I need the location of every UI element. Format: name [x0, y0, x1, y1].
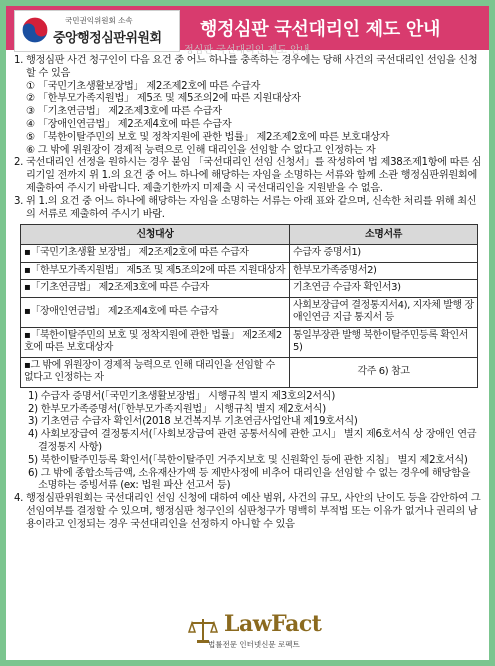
target-cell: ▪「장애인연금법」 제2조제4호에 따른 수급자	[21, 297, 290, 327]
org-logo-box	[14, 10, 180, 52]
section-4: 4. 행정심판위원회는 국선대리인 선임 신청에 대하여 예산 범위, 사건의 규모, 사안의 난이도 등을 감안하여 그 선임여부를 결정할 수 있으며, 행정심판 청구인의 심판청구가 명백히 부적법 또는 이유가 없거나 권리의 남용이라고 인정되는 경우 국선대리인을 선정하지 아니할 수 있음	[14, 493, 481, 530]
footnote: 6) 그 밖에 종합소득금액, 소유재산가액 등 제반사정에 비추어 대리인을 선임할 수 없는 경우에 해당함을 소명하는 증빙서류 (ex: 법원 파산 선고서 등)	[28, 467, 471, 492]
documents-cell: 통일부장관 발행 북한이탈주민등록 확인서5)	[290, 327, 478, 357]
notice-document	[6, 6, 489, 660]
org-name: 중앙행정심판위원회	[53, 31, 162, 46]
footnote: 5) 북한이탈주민등록 확인서(「북한이탈주민 거주지보호 및 신원확인 등에 관한 지침」 별지 제2호서식)	[28, 454, 468, 466]
documents-cell: 기초연금 수급자 확인서3)	[290, 280, 478, 298]
requirement-item: ⑤ 「북한이탈주민의 보호 및 정착지원에 관한 법률」 제2조제2호에 따른 보호대상자	[26, 131, 390, 143]
requirement-item: ② 「한부모가족지원법」 제5조 및 제5조의2에 따른 지원대상자	[26, 93, 301, 105]
table-row	[21, 297, 478, 327]
documents-cell: 각주 6) 참고	[290, 357, 478, 387]
table-row	[21, 280, 478, 298]
table-row	[21, 262, 478, 280]
section-3: 3. 위 1.의 요건 중 어느 하나에 해당하는 자임을 소명하는 서류는 아래 표와 같으며, 신속한 처리를 위해 최신의 서류로 제출하여 주시기 바람.	[14, 195, 477, 220]
footnote: 1) 수급자 증명서(「국민기초생활보장법」 시행규칙 별지 제3호의2서식)	[28, 390, 336, 402]
table-header-row	[21, 225, 478, 245]
documents-cell: 한부모가족증명서2)	[290, 262, 478, 280]
section-2: 2. 국선대리인 선정을 원하시는 경우 붙임 「국선대리인 선임 신청서」를 작성하여 법 제38조제1항에 따른 심리기일 전까지 위 1.의 요건 중 어느 하나에 해당하는 자임을 소명하는 서류와 함께 소관 행정심판위원회에 제출하여 주시기 바랍니다. 제출기한까지 미제출 시 국선대리인을 지원받을 수 없음.	[14, 157, 482, 194]
requirement-item: ④ 「장애인연금법」 제2조제4호에 따른 수급자	[26, 118, 232, 130]
lawfact-wordmark: LawFact	[224, 611, 322, 637]
target-cell: ▪「북한이탈주민의 보호 및 정착지원에 관한 법률」 제2조제2호에 따른 보호대상자	[21, 327, 290, 357]
requirement-item: ① 「국민기초생활보장법」 제2조제2호에 따른 수급자	[26, 80, 261, 92]
lawfact-logo	[186, 609, 326, 653]
requirement-item: ③ 「기초연금법」 제2조제3호에 따른 수급자	[26, 106, 222, 118]
target-cell: ▪「기초연금법」 제2조제3호에 따른 수급자	[21, 280, 290, 298]
taegeuk-emblem-icon	[21, 16, 49, 44]
target-cell: ▪그 밖에 위원장이 경제적 능력으로 인해 대리인을 선임할 수 없다고 인정하는 자	[21, 357, 290, 387]
footnote: 4) 사회보장급여 결정통지서(「사회보장급여 관련 공통서식에 관한 고시」 별지 제6호서식 상 장애인 연금 결정통지 사항)	[28, 429, 477, 454]
org-subtitle: 국민권익위원회 소속	[65, 16, 133, 25]
column-header-target: 신청대상	[21, 225, 290, 245]
table-row	[21, 245, 478, 263]
document-body	[14, 55, 482, 532]
required-documents-table	[20, 224, 478, 388]
documents-cell: 사회보장급여 결정통지서4), 지자체 발행 장애인연금 지급 통지서 등	[290, 297, 478, 327]
target-cell: ▪「한부모가족지원법」 제5조 및 제5조의2에 따른 지원대상자	[21, 262, 290, 280]
column-header-documents: 소명서류	[290, 225, 478, 245]
ghost-subtitle: 정심판 국선대리인 제도 안내	[184, 45, 310, 56]
table-row	[21, 327, 478, 357]
requirement-item: ⑥ 그 밖에 위원장이 경제적 능력으로 인해 대리인을 선임할 수 없다고 인정하는 자	[26, 144, 376, 156]
table-row	[21, 357, 478, 387]
page-title: 행정심판 국선대리인 제도 안내	[200, 19, 441, 40]
section-1-intro: 1. 행정심판 사건 청구인이 다음 요건 중 어느 하나를 충족하는 경우에는 당해 사건의 국선대리인 선임을 신청할 수 있음	[14, 55, 478, 79]
footnote: 3) 기초연금 수급자 확인서(2018 보건복지부 기초연금사업안내 제19호서식)	[28, 416, 358, 428]
footnote: 2) 한부모가족증명서(「한부모가족지원법」 시행규칙 별지 제2호서식)	[28, 403, 326, 415]
documents-cell: 수급자 증명서1)	[290, 245, 478, 263]
target-cell: ▪「국민기초생활 보장법」 제2조제2호에 따른 수급자	[21, 245, 290, 263]
lawfact-subtitle: 법률전문 인터넷신문 로펙트	[208, 640, 300, 649]
